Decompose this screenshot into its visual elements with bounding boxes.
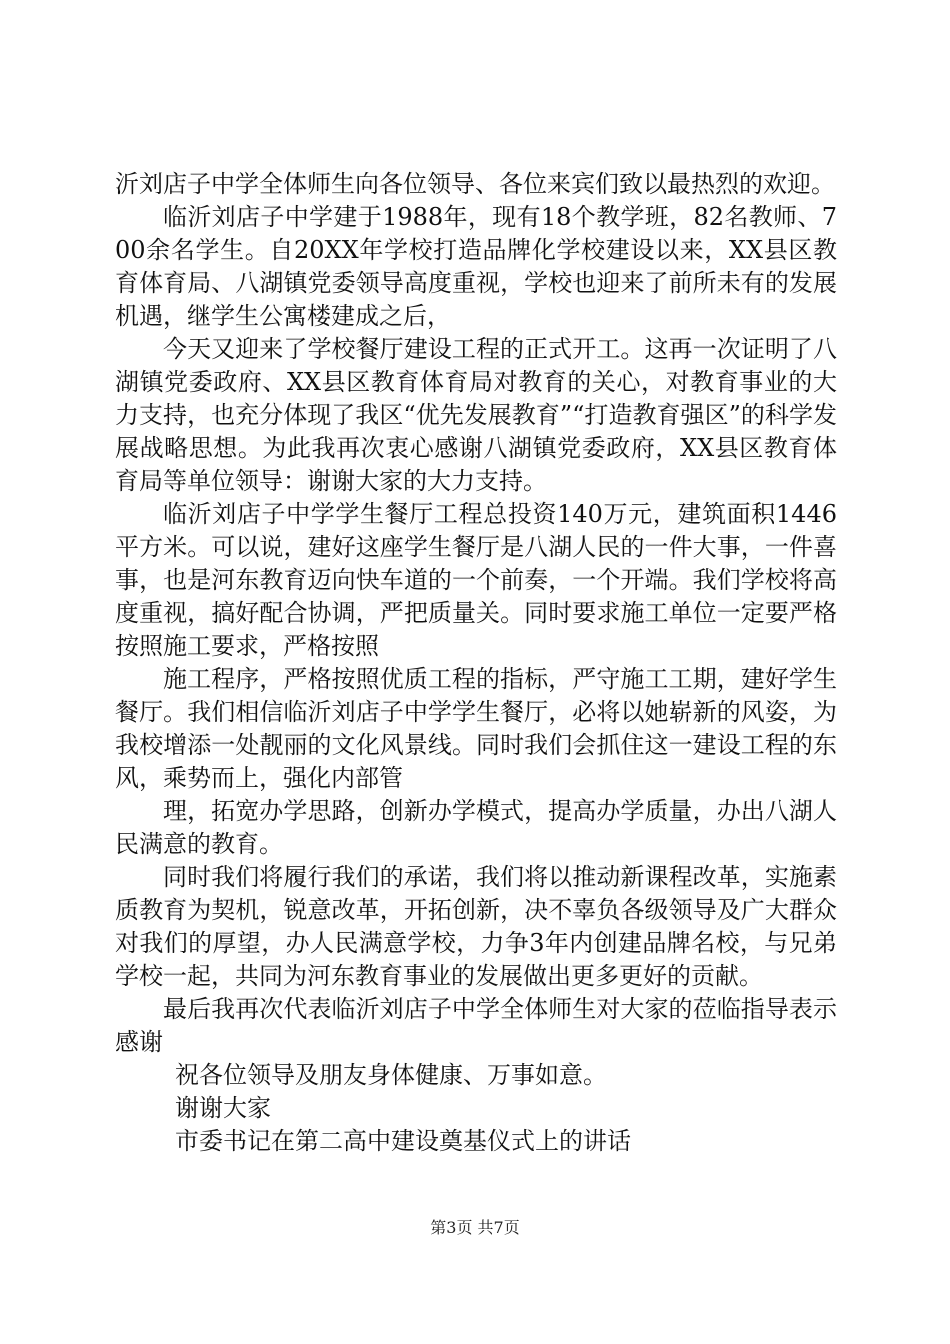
- paragraph-school-intro: 临沂刘店子中学建于1988年，现有18个教学班，82名教师、700余名学生。自20XX年学校打造品牌化学校建设以来，XX县区教育体育局、八湖镇党委领导高度重视，学校也迎来了前所未有的发展机遇，继学生公寓楼建成之后，: [115, 203, 837, 330]
- next-section-title: 市委书记在第二高中建设奠基仪式上的讲话: [175, 1127, 631, 1155]
- paragraph-commitment: 同时我们将履行我们的承诺，我们将以推动新课程改革，实施素质教育为契机，锐意改革，开拓创新，决不辜负各级领导及广大群众对我们的厚望，办人民满意学校，力争3年内创建品牌名校，与兄弟学校一起，共同为河东教育事业的发展做出更多更好的贡献。: [115, 863, 837, 990]
- page-number-footer: 第3页 共7页: [430, 1218, 520, 1237]
- paragraph-management: 理，拓宽办学思路，创新办学模式，提高办学质量，办出八湖人民满意的教育。: [115, 797, 837, 858]
- paragraph-groundbreaking: 今天又迎来了学校餐厅建设工程的正式开工。这再一次证明了八湖镇党委政府、XX县区教育体育局对教育的关心，对教育事业的大力支持，也充分体现了我区“优先发展教育”“打造教育强区”的科学发展战略思想。为此我再次衷心感谢八湖镇党委政府，XX县区教育体育局等单位领导：谢谢大家的大力支持。: [115, 335, 837, 495]
- closing-thank-you: 谢谢大家: [175, 1094, 271, 1122]
- closing-wishes: 祝各位领导及朋友身体健康、万事如意。: [175, 1061, 607, 1089]
- paragraph-investment: 临沂刘店子中学学生餐厅工程总投资140万元，建筑面积1446平方米。可以说，建好这座学生餐厅是八湖人民的一件大事，一件喜事，也是河东教育迈向快车道的一个前奏，一个开端。我们学校将高度重视，搞好配合协调，严把质量关。同时要求施工单位一定要严格按照施工要求，严格按照: [115, 500, 837, 660]
- paragraph-continued: 沂刘店子中学全体师生向各位领导、各位来宾们致以最热烈的欢迎。: [115, 170, 835, 198]
- paragraph-construction: 施工程序，严格按照优质工程的指标，严守施工工期，建好学生餐厅。我们相信临沂刘店子中学学生餐厅，必将以她崭新的风姿，为我校增添一处靓丽的文化风景线。同时我们会抓住这一建设工程的东风，乘势而上，强化内部管: [115, 665, 837, 792]
- document-body: [115, 168, 837, 1158]
- paragraph-thanks: 最后我再次代表临沂刘店子中学全体师生对大家的莅临指导表示感谢: [115, 995, 837, 1056]
